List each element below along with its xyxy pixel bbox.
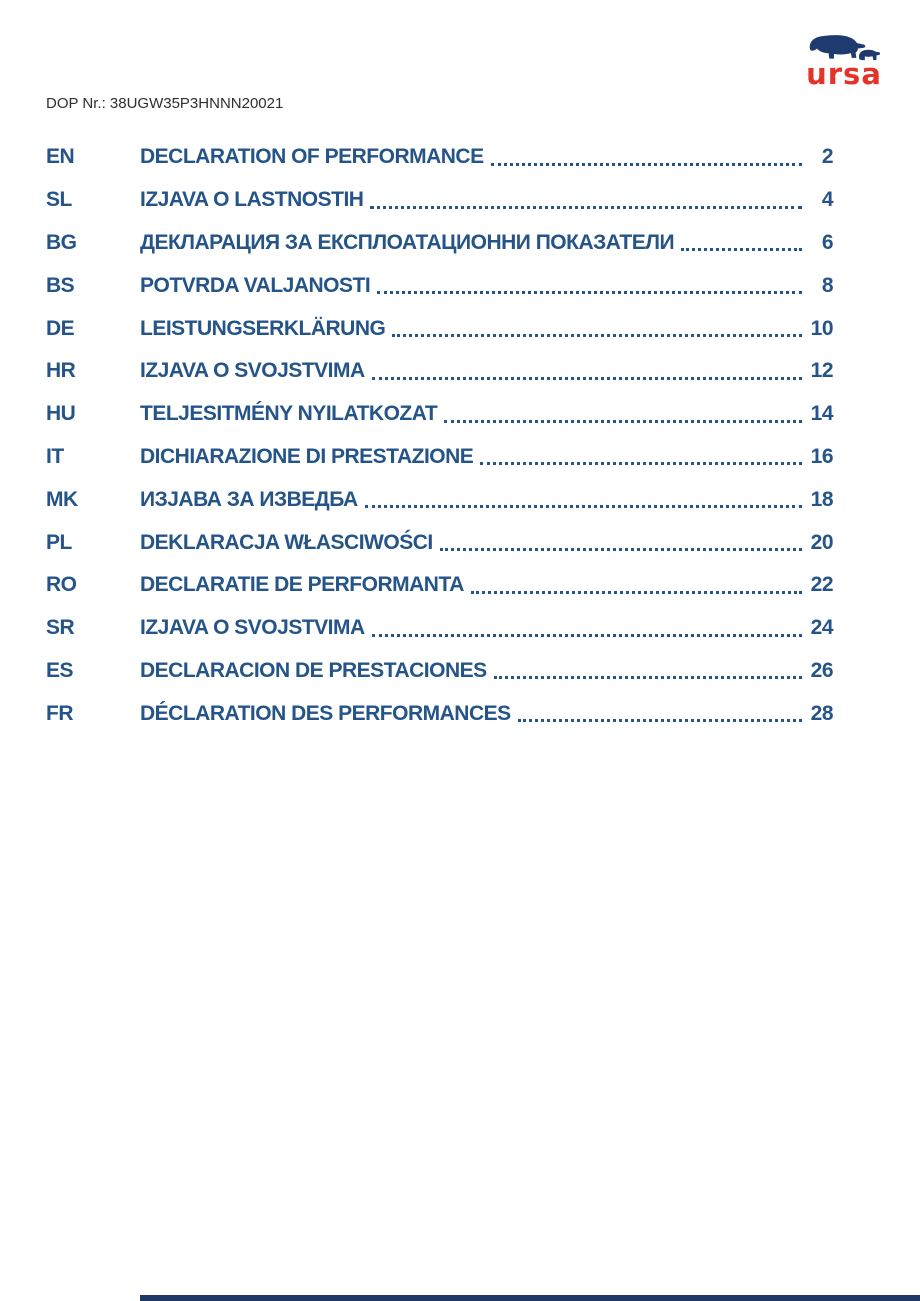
toc-entry-title: DICHIARAZIONE DI PRESTAZIONE bbox=[140, 444, 474, 468]
toc-page-number: 26 bbox=[810, 658, 833, 682]
toc-dot-leader bbox=[491, 163, 802, 166]
toc-row[interactable] bbox=[46, 350, 833, 393]
toc-entry-title: DÉCLARATION DES PERFORMANCES bbox=[140, 701, 511, 725]
toc-entry-title: ДЕКЛАРАЦИЯ ЗА ЕКСПЛОАТАЦИОННИ ПОКАЗАТЕЛИ bbox=[140, 230, 675, 254]
toc-language-code: SL bbox=[46, 188, 72, 212]
ursa-wordmark: ursa bbox=[806, 57, 882, 91]
toc-page-number: 28 bbox=[810, 701, 833, 725]
toc-page-number: 20 bbox=[810, 530, 833, 554]
toc-row[interactable] bbox=[46, 264, 833, 307]
toc-dot-leader bbox=[372, 377, 802, 380]
toc-language-code: HU bbox=[46, 402, 76, 426]
toc-entry-title: IZJAVA O SVOJSTVIMA bbox=[140, 616, 365, 640]
toc-dot-leader bbox=[372, 634, 802, 637]
toc-dot-leader bbox=[480, 462, 802, 465]
toc-row[interactable] bbox=[46, 607, 833, 650]
toc-page-number: 10 bbox=[810, 316, 833, 340]
toc-page-number: 14 bbox=[810, 402, 833, 426]
toc-language-code: FR bbox=[46, 701, 73, 725]
toc-row[interactable] bbox=[46, 478, 833, 521]
toc-row[interactable] bbox=[46, 307, 833, 350]
toc-row[interactable] bbox=[46, 521, 833, 564]
toc-row[interactable] bbox=[46, 564, 833, 607]
toc-page-number: 24 bbox=[810, 616, 833, 640]
toc-row[interactable] bbox=[46, 436, 833, 479]
toc-entry-title: TELJESITMÉNY NYILATKOZAT bbox=[140, 402, 438, 426]
toc-entry-title: IZJAVA O LASTNOSTIH bbox=[140, 188, 364, 212]
ursa-logo bbox=[794, 30, 894, 91]
toc-page-number: 6 bbox=[821, 230, 833, 254]
toc-page-number: 4 bbox=[821, 188, 833, 212]
toc-page-number: 12 bbox=[810, 359, 833, 383]
toc-entry-title: DEKLARACJA WŁASCIWOŚCI bbox=[140, 530, 433, 554]
toc-page-number: 2 bbox=[821, 145, 833, 169]
toc-row[interactable] bbox=[46, 222, 833, 265]
toc-language-code: SR bbox=[46, 616, 75, 640]
toc-page-number: 18 bbox=[810, 487, 833, 511]
toc-page-number: 8 bbox=[821, 273, 833, 297]
toc-dot-leader bbox=[681, 248, 802, 251]
toc-dot-leader bbox=[518, 719, 802, 722]
toc-dot-leader bbox=[471, 591, 802, 594]
toc-dot-leader bbox=[370, 206, 802, 209]
toc-row[interactable] bbox=[46, 692, 833, 735]
toc-list bbox=[46, 136, 833, 735]
toc-entry-title: DECLARACION DE PRESTACIONES bbox=[140, 658, 487, 682]
toc-language-code: BG bbox=[46, 230, 77, 254]
toc-entry-title: IZJAVA O SVOJSTVIMA bbox=[140, 359, 365, 383]
toc-dot-leader bbox=[365, 505, 802, 508]
toc-entry-title: LEISTUNGSERKLÄRUNG bbox=[140, 316, 386, 340]
toc-page-number: 22 bbox=[810, 573, 833, 597]
toc-row[interactable] bbox=[46, 650, 833, 693]
toc-language-code: IT bbox=[46, 444, 64, 468]
toc-dot-leader bbox=[494, 676, 802, 679]
footer-bar bbox=[140, 1295, 920, 1301]
toc-page-number: 16 bbox=[810, 444, 833, 468]
toc-language-code: HR bbox=[46, 359, 76, 383]
toc-dot-leader bbox=[392, 334, 802, 337]
toc-entry-title: DECLARATIE DE PERFORMANTA bbox=[140, 573, 464, 597]
toc-dot-leader bbox=[377, 291, 802, 294]
toc-language-code: DE bbox=[46, 316, 75, 340]
toc-row[interactable] bbox=[46, 179, 833, 222]
toc-entry-title: DECLARATION OF PERFORMANCE bbox=[140, 145, 484, 169]
toc-language-code: MK bbox=[46, 487, 78, 511]
dop-number: DOP Nr.: 38UGW35P3HNNN20021 bbox=[46, 95, 284, 112]
toc-language-code: RO bbox=[46, 573, 77, 597]
toc-language-code: ES bbox=[46, 658, 74, 682]
toc-dot-leader bbox=[440, 548, 802, 551]
toc-language-code: EN bbox=[46, 145, 75, 169]
toc-row[interactable] bbox=[46, 393, 833, 436]
toc-entry-title: ИЗЈАВА ЗА ИЗВЕДБА bbox=[140, 487, 358, 511]
toc-row[interactable] bbox=[46, 136, 833, 179]
toc-entry-title: POTVRDA VALJANOSTI bbox=[140, 273, 371, 297]
toc-language-code: BS bbox=[46, 273, 75, 297]
toc-language-code: PL bbox=[46, 530, 72, 554]
toc-dot-leader bbox=[444, 420, 802, 423]
